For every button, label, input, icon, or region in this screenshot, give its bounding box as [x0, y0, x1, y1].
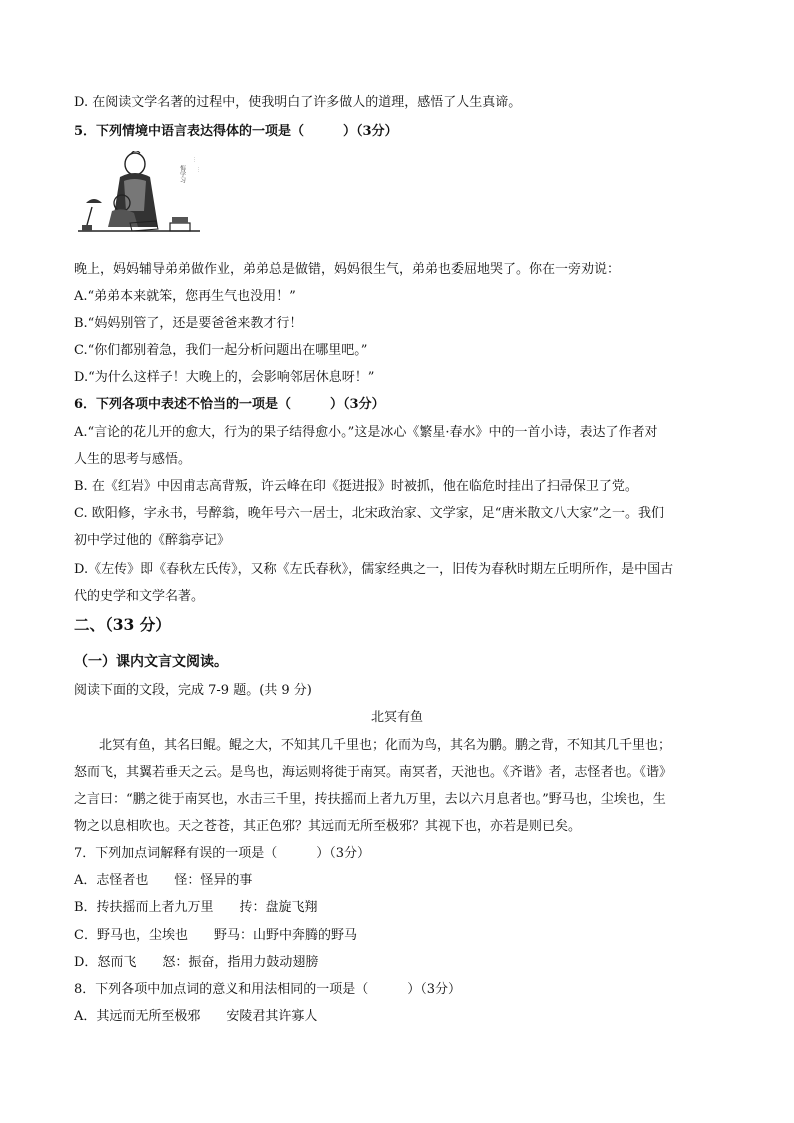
q5-title: 5．下列情境中语言表达得体的一项是（ ）（3分） — [74, 124, 398, 139]
q6-option-b: B. 在《红岩》中因甫志高背叛，许云峰在印《挺进报》时被抓，他在临危时挂出了扫帚保卫了党。 — [74, 479, 638, 494]
q6-option-a-line1: A.“言论的花儿开的愈大，行为的果子结得愈小。”这是冰心《繁星·春水》中的一首小诗，表达了作者对 — [74, 425, 658, 440]
q7-option-d: D．怒而飞 怒：振奋，指用力鼓动翅膀 — [74, 955, 319, 970]
q7-option-a: A．志怪者也 怪：怪异的事 — [74, 873, 253, 888]
q6-option-a-line2: 人生的思考与感悟。 — [74, 452, 192, 467]
q7-option-c: C．野马也，尘埃也 野马：山野中奔腾的野马 — [74, 928, 357, 943]
q8-title: 8．下列各项中加点词的意义和用法相同的一项是（ ）（3分） — [74, 982, 462, 997]
q5-option-b: B.“妈妈别管了，还是要爸爸来教才行！ — [74, 316, 303, 331]
part2-heading: 二、（33 分） — [74, 615, 171, 634]
calligraphy-text: 悔学习 — [178, 165, 186, 183]
passage-line-4: 物之以息相吹也。天之苍苍，其正色邪？其远而无所至极邪？其视下也，亦若是则已矣。 — [74, 819, 582, 834]
q7-option-b: B．抟扶摇而上者九万里 抟：盘旋飞翔 — [74, 900, 318, 915]
part2-subheading: （一）课内文言文阅读。 — [74, 654, 228, 670]
q5-option-c: C.“你们都别着急，我们一起分析问题出在哪里吧。” — [74, 343, 368, 358]
passage-line-2: 怒而飞，其翼若垂天之云。是鸟也，海运则将徙于南冥。南冥者，天池也。《齐谐》者，志怪者也。《谐》 — [74, 765, 673, 780]
passage-line-3: 之言曰：“鹏之徙于南冥也，水击三千里，抟扶摇而上者九万里，去以六月息者也。”野马也，尘埃也，生 — [74, 792, 666, 807]
q5-option-d: D.“为什么这样子！大晚上的，会影响邻居休息呀！” — [74, 370, 375, 385]
part2-intro: 阅读下面的文段，完成 7-9 题。(共 9 分) — [74, 683, 312, 698]
q5-option-a: A.“弟弟本来就笨，您再生气也没用！” — [74, 289, 296, 304]
q8-option-a: A．其远而无所至极邪 安陵君其许寡人 — [74, 1009, 318, 1024]
q4-option-d: D. 在阅读文学名著的过程中，使我明白了许多做人的道理，感悟了人生真谛。 — [74, 95, 522, 110]
svg-text:⋮: ⋮ — [192, 157, 197, 163]
svg-text:⋮: ⋮ — [196, 167, 201, 173]
q6-option-c-line2: 初中学过他的《醉翁亭记》 — [74, 533, 231, 548]
q6-option-d-line2: 代的史学和文学名著。 — [74, 589, 205, 604]
q6-option-d-line1: D.《左传》即《春秋左氏传》，又称《左氏春秋》，儒家经典之一，旧传为春秋时期左丘明所作，是中国古 — [74, 562, 674, 577]
q6-title: 6．下列各项中表述不恰当的一项是（ ）（3分） — [74, 397, 385, 412]
q6-option-c-line1: C. 欧阳修，字永书，号醉翁，晚年号六一居士，北宋政治家、文学家，足“唐米散文八大家”之一。我们 — [74, 506, 665, 521]
q5-scenario: 晚上，妈妈辅导弟弟做作业，弟弟总是做错，妈妈很生气，弟弟也委屈地哭了。你在一旁劝说： — [74, 262, 621, 277]
passage-title: 北冥有鱼 — [370, 710, 423, 725]
passage-line-1: 北冥有鱼，其名曰鲲。鲲之大，不知其几千里也；化而为鸟，其名为鹏。鹏之背，不知其几千里也； — [99, 738, 672, 753]
q7-title: 7．下列加点词解释有误的一项是（ ）（3分） — [74, 846, 371, 861]
mother-child-illustration — [74, 151, 207, 246]
